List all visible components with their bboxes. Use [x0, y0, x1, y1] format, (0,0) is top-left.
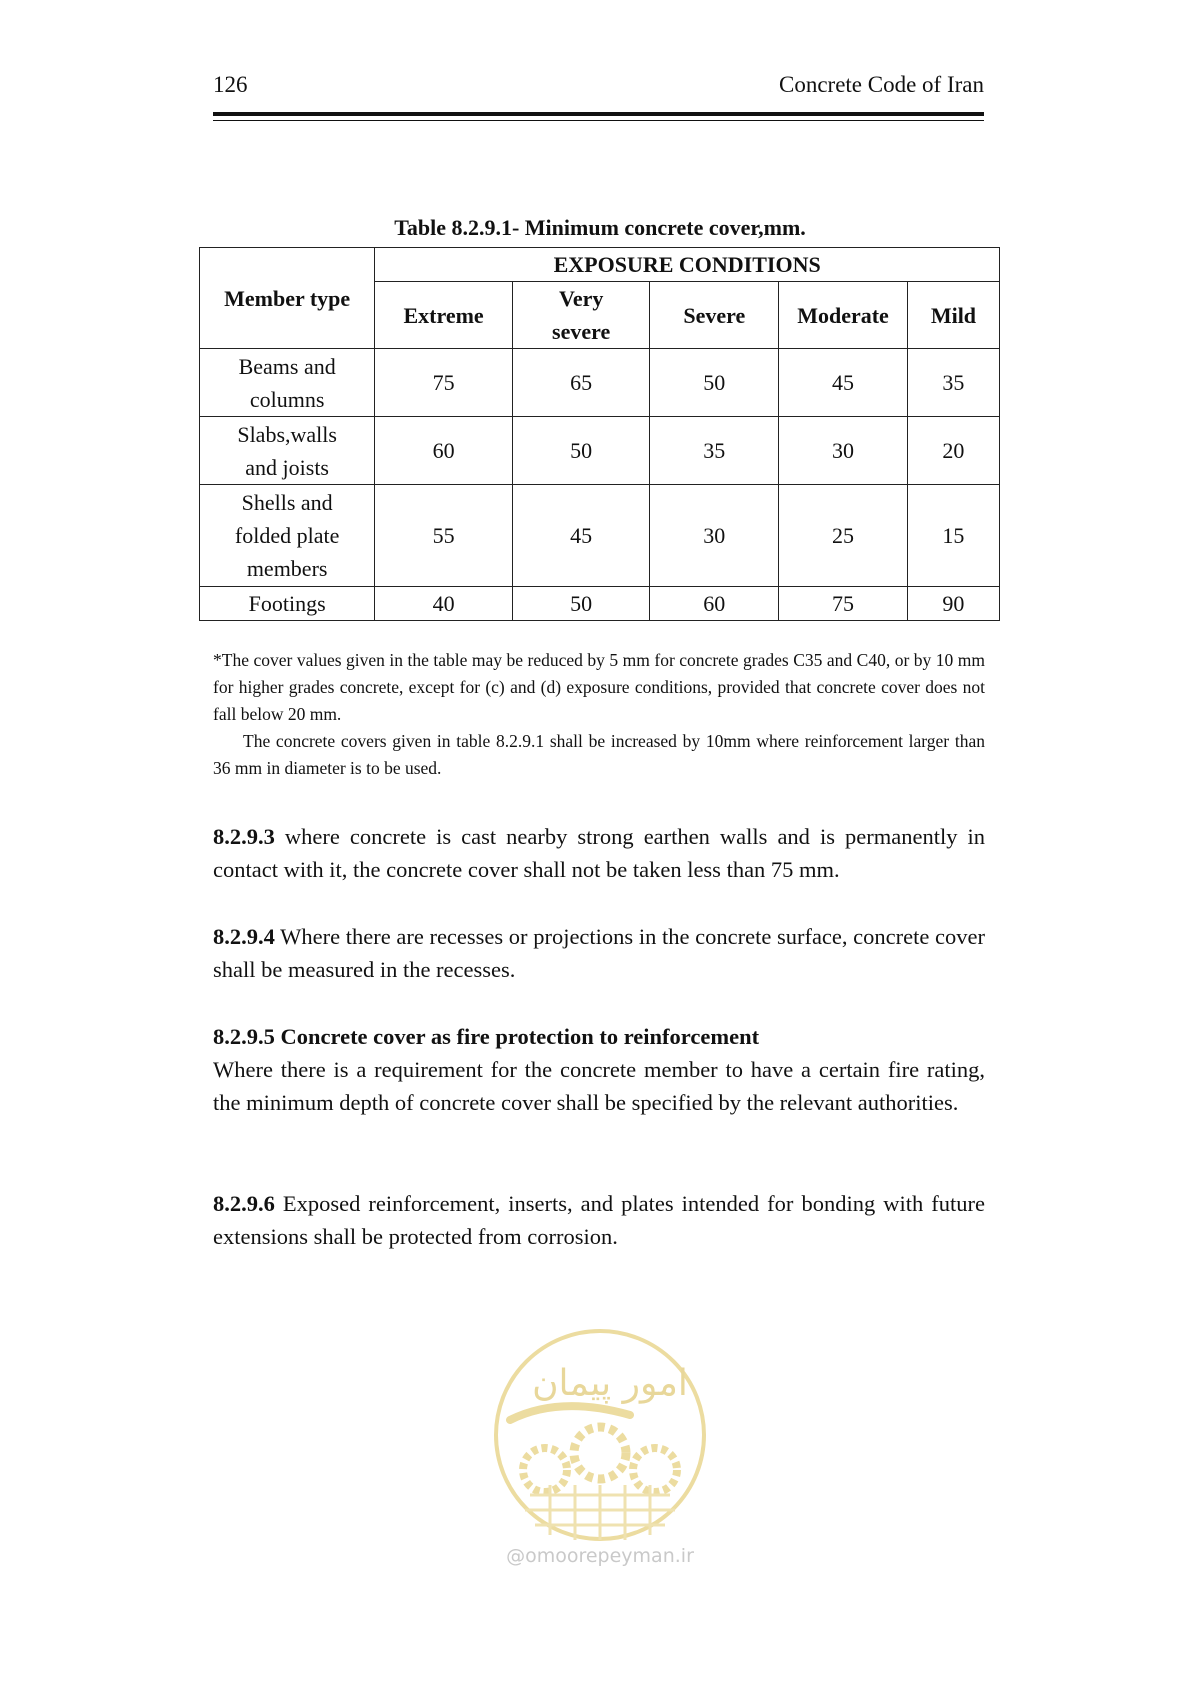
exposure-header-severe: Severe	[650, 282, 779, 349]
value-cell: 50	[512, 417, 650, 485]
watermark-logo-text: امور پیمان	[532, 1363, 688, 1404]
member-type-header: Member type	[200, 248, 375, 349]
section-text: Where there are recesses or projections in the concrete surface, concrete cover shall be measured in the recesses.	[213, 924, 985, 982]
exposure-header-extreme: Extreme	[375, 282, 513, 349]
value-cell: 55	[375, 485, 513, 587]
section-text: Exposed reinforcement, inserts, and plates intended for bonding with future extensions shall be protected from corrosion.	[213, 1191, 985, 1249]
table-caption: Table 8.2.9.1- Minimum concrete cover,mm.	[394, 215, 806, 240]
table-row	[200, 587, 1000, 621]
member-type-label: Shells and folded plate members	[234, 490, 340, 581]
member-type-cell: Footings	[200, 587, 375, 621]
value-cell: 75	[779, 587, 908, 621]
member-type-label: Slabs,walls and joists	[237, 421, 337, 480]
table-row	[200, 485, 1000, 587]
exposure-header-very-severe	[512, 282, 650, 349]
section-text: where concrete is cast nearby strong earthen walls and is permanently in contact with it, the concrete cover shall not be taken less than 75 mm.	[213, 824, 985, 882]
section-number: 8.2.9.6	[213, 1191, 275, 1216]
page-header	[213, 70, 984, 116]
watermark-caption: @omoorepeyman.ir	[506, 1545, 694, 1567]
table-row	[200, 349, 1000, 417]
section-number: 8.2.9.3	[213, 824, 275, 849]
value-cell: 60	[650, 587, 779, 621]
table-note: The concrete covers given in table 8.2.9.1 shall be increased by 10mm where reinforcement larger than 36 mm in diameter is to be used.	[213, 731, 985, 778]
member-type-label: Beams and columns	[238, 353, 336, 412]
section-8-2-9-4	[213, 920, 985, 986]
exposure-header-mild: Mild	[907, 282, 999, 349]
value-cell: 20	[907, 417, 999, 485]
section-8-2-9-6	[213, 1187, 985, 1253]
value-cell: 30	[650, 485, 779, 587]
value-cell: 45	[512, 485, 650, 587]
value-cell: 50	[512, 587, 650, 621]
value-cell: 50	[650, 349, 779, 417]
value-cell: 35	[650, 417, 779, 485]
member-type-cell	[200, 417, 375, 485]
page-number: 126	[213, 72, 248, 97]
value-cell: 30	[779, 417, 908, 485]
section-heading: 8.2.9.5 Concrete cover as fire protection to reinforcement	[213, 1024, 760, 1049]
value-cell: 15	[907, 485, 999, 587]
value-cell: 90	[907, 587, 999, 621]
value-cell: 25	[779, 485, 908, 587]
exposure-conditions-header: EXPOSURE CONDITIONS	[375, 248, 1000, 282]
concrete-cover-table	[199, 247, 1000, 621]
value-cell: 35	[907, 349, 999, 417]
table-header-row	[200, 248, 1000, 282]
exposure-header-moderate: Moderate	[779, 282, 908, 349]
table-footnote: *The cover values given in the table may be reduced by 5 mm for concrete grades C35 and C40, or by 10 mm for higher grades concrete, except for (c) and (d) exposure conditions, provided that concrete cover does not fall below 20 mm.	[213, 650, 985, 724]
member-type-cell	[200, 349, 375, 417]
running-title: Concrete Code of Iran	[778, 72, 984, 97]
watermark-seal-icon	[490, 1325, 710, 1545]
table-row	[200, 417, 1000, 485]
section-number: 8.2.9.4	[213, 924, 275, 949]
section-8-2-9-3	[213, 820, 985, 886]
section-text: Where there is a requirement for the concrete member to have a certain fire rating, the minimum depth of concrete cover shall be specified by the relevant authorities.	[213, 1057, 985, 1115]
value-cell: 75	[375, 349, 513, 417]
value-cell: 40	[375, 587, 513, 621]
value-cell: 65	[512, 349, 650, 417]
value-cell: 45	[779, 349, 908, 417]
exposure-header-very-severe-label: Very severe	[552, 286, 611, 344]
section-8-2-9-5	[213, 1020, 985, 1119]
member-type-cell	[200, 485, 375, 587]
value-cell: 60	[375, 417, 513, 485]
